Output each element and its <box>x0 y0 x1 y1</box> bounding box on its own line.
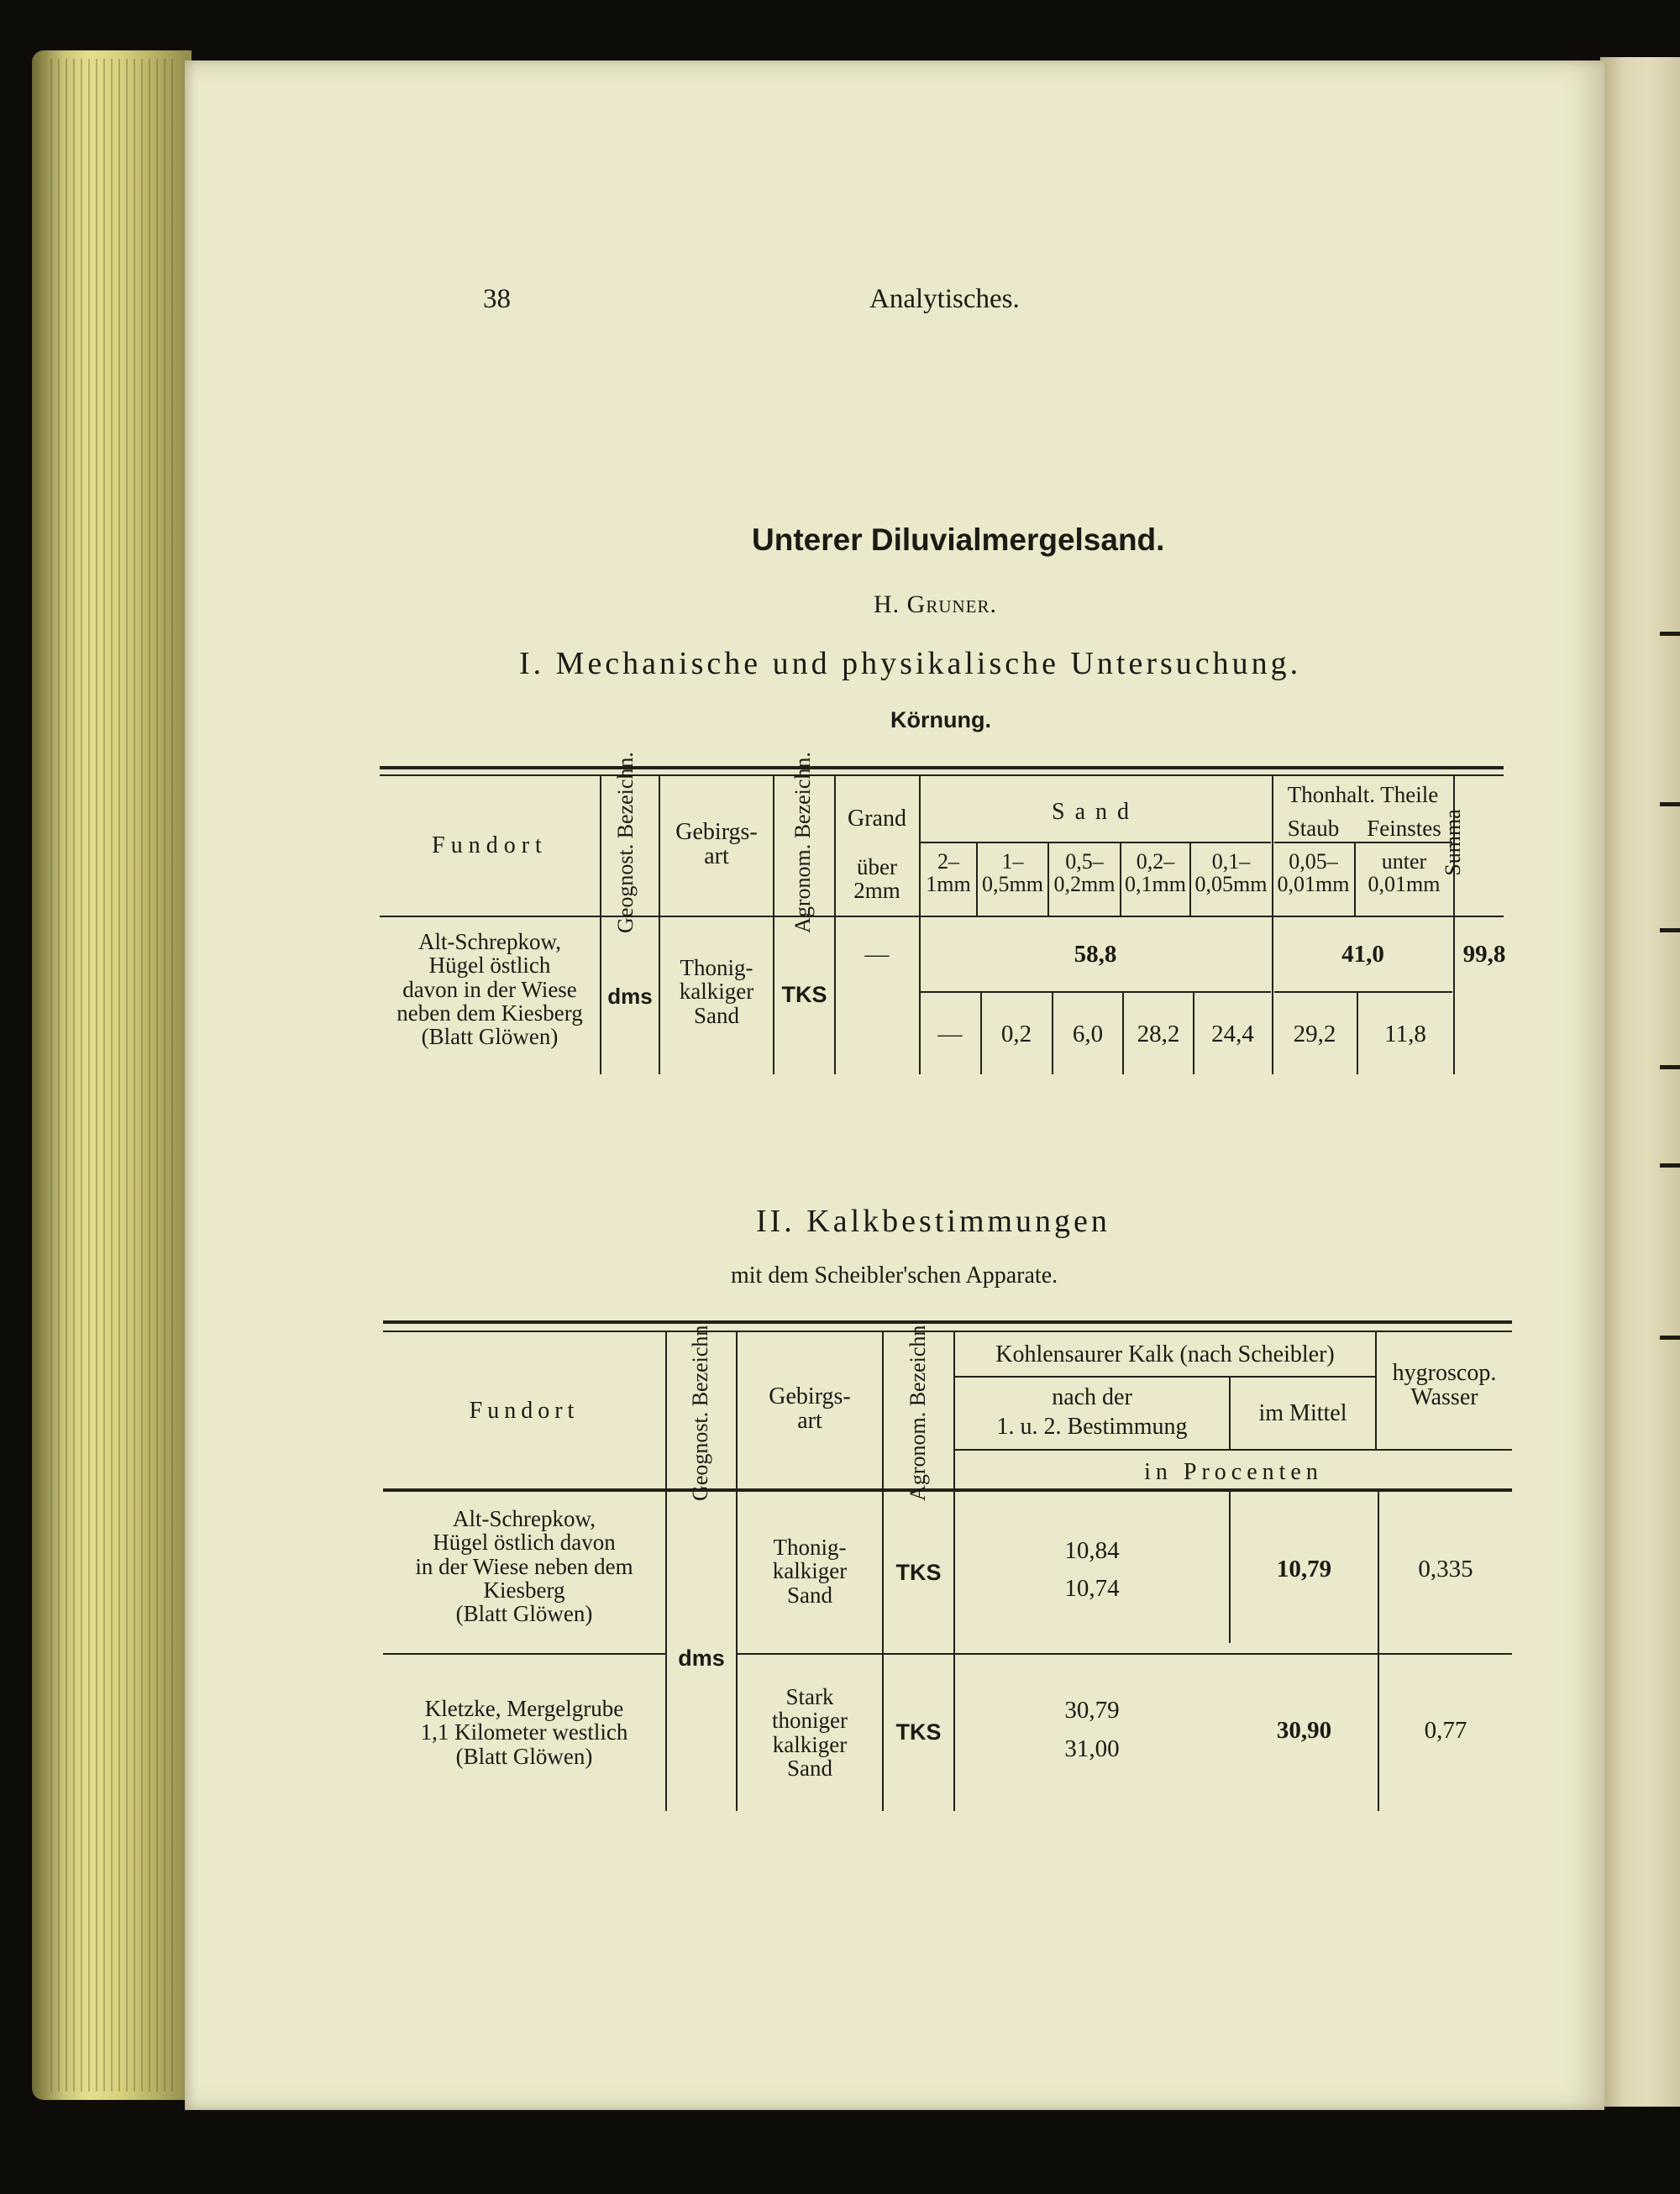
t1-header-thonhalt: Thonhalt. Theile <box>1287 782 1439 807</box>
t1-row-gebirgsart: Thonig- kalkiger Sand <box>679 955 754 1028</box>
t2-row-2-mittel: 30,90 <box>1276 1717 1332 1744</box>
t2-row-1-bestimmung-1: 10,84 <box>1064 1537 1120 1564</box>
page-number: 38 <box>483 284 511 314</box>
t1-row-grand: — <box>864 941 890 968</box>
section2-subheading: mit dem Scheibler'schen Apparate. <box>731 1262 1058 1289</box>
t1-header-summa: Summa <box>1441 809 1465 876</box>
t1-row-geognost: dms <box>607 984 653 1009</box>
t1-header-agronom: Agronom. Bezeichn. <box>790 752 815 933</box>
t1-header-sand-col-1: 2– 1mm <box>926 849 971 897</box>
section2-heading: II. Kalkbestimmungen <box>756 1204 1110 1239</box>
t1-header-grand: Grand <box>848 806 906 832</box>
t1-row-sand-value-5: 24,4 <box>1211 1021 1254 1047</box>
author: H. Gruner. <box>874 590 998 618</box>
t2-row-1-gebirgsart: Thonig- kalkiger Sand <box>772 1535 848 1608</box>
document-title: Unterer Diluvialmergelsand. <box>752 522 1165 557</box>
t2-row-2-wasser: 0,77 <box>1424 1717 1467 1744</box>
t2-header-mittel: im Mittel <box>1258 1400 1347 1426</box>
t2-row-1-bestimmung-2: 10,74 <box>1064 1575 1120 1602</box>
facing-page-edge <box>1600 57 1680 2107</box>
t2-row-2-fundort: Kletzke, Mergelgrube 1,1 Kilometer westlich (Blatt Glöwen) <box>420 1696 628 1769</box>
t1-row-sand-value-1: — <box>937 1021 963 1047</box>
t1-header-sand-col-5: 0,1– 0,05mm <box>1194 849 1268 897</box>
t1-row-sand-total: 58,8 <box>1074 941 1117 968</box>
t2-row-2-bestimmung-1: 30,79 <box>1064 1697 1120 1724</box>
t2-header-wasser: hygroscop. Wasser <box>1392 1360 1497 1411</box>
margin-mark <box>1660 802 1680 806</box>
t1-header-grand-size: über 2mm <box>853 854 900 904</box>
section1-subheading: Körnung. <box>890 707 991 732</box>
t2-header-nach: nach der 1. u. 2. Bestimmung <box>996 1384 1188 1440</box>
t1-header-gebirgsart: Gebirgs- art <box>675 819 758 870</box>
t1-row-sand-value-3: 6,0 <box>1072 1021 1104 1047</box>
page-edge-lines <box>50 59 176 2092</box>
t1-header-staub-size: 0,05– 0,01mm <box>1277 849 1350 897</box>
t2-header-geognost: Geognost. Bezeichn. <box>688 1320 712 1501</box>
t1-header-sand: Sand <box>1052 799 1139 825</box>
t1-row-staub: 29,2 <box>1293 1021 1336 1047</box>
t2-header-procent: in Procenten <box>1144 1459 1323 1485</box>
t2-header-fundort: Fundort <box>469 1398 580 1424</box>
t1-header-sand-col-2: 1– 0,5mm <box>982 849 1043 897</box>
t1-header-fundort: Fundort <box>432 832 548 858</box>
margin-mark <box>1660 1065 1680 1069</box>
t1-row-thon-total: 41,0 <box>1341 941 1384 968</box>
t1-header-sand-col-3: 0,5– 0,2mm <box>1053 849 1116 897</box>
t2-row-2-gebirgsart: Stark thoniger kalkiger Sand <box>772 1684 848 1782</box>
t2-header-gebirgsart: Gebirgs- art <box>769 1383 851 1435</box>
t2-header-agronom: Agronom. Bezeichn. <box>906 1320 930 1501</box>
t2-row-2-bestimmung-2: 31,00 <box>1064 1735 1120 1762</box>
t2-row-1-wasser: 0,335 <box>1418 1556 1473 1583</box>
t2-geognost-shared: dms <box>678 1646 725 1671</box>
t1-header-feinstes: Feinstes <box>1367 816 1441 841</box>
t2-row-1-mittel: 10,79 <box>1276 1556 1332 1583</box>
t2-row-1-fundort: Alt-Schrepkow, Hügel östlich davon in der Wiese neben dem Kiesberg (Blatt Glöwen) <box>415 1506 633 1627</box>
t2-row-2-agronom: TKS <box>895 1719 942 1745</box>
t1-row-agronom: TKS <box>781 982 827 1007</box>
book-page <box>185 60 1604 2110</box>
margin-mark <box>1660 1336 1680 1340</box>
t1-row-feinstes: 11,8 <box>1384 1021 1426 1047</box>
margin-mark <box>1660 1163 1680 1168</box>
t1-row-sand-value-2: 0,2 <box>1000 1021 1032 1047</box>
t1-row-sand-value-4: 28,2 <box>1137 1021 1180 1047</box>
t1-row-summa: 99,8 <box>1462 941 1506 968</box>
margin-mark <box>1660 928 1680 932</box>
margin-mark <box>1660 632 1680 636</box>
t1-row-fundort: Alt-Schrepkow, Hügel östlich davon in der Wiese neben dem Kiesberg (Blatt Glöwen) <box>396 929 583 1050</box>
running-head: Analytisches. <box>869 284 1020 314</box>
t1-header-feinstes-size: unter 0,01mm <box>1368 849 1441 897</box>
t1-header-staub: Staub <box>1287 816 1340 841</box>
t1-header-geognost: Geognost. Bezeichn. <box>613 752 638 933</box>
t2-header-kalk: Kohlensaurer Kalk (nach Scheibler) <box>995 1341 1335 1367</box>
t1-header-sand-col-4: 0,2– 0,1mm <box>1125 849 1186 897</box>
t2-row-1-agronom: TKS <box>895 1560 942 1585</box>
section1-heading: I. Mechanische und physikalische Untersuchung. <box>519 646 1302 681</box>
